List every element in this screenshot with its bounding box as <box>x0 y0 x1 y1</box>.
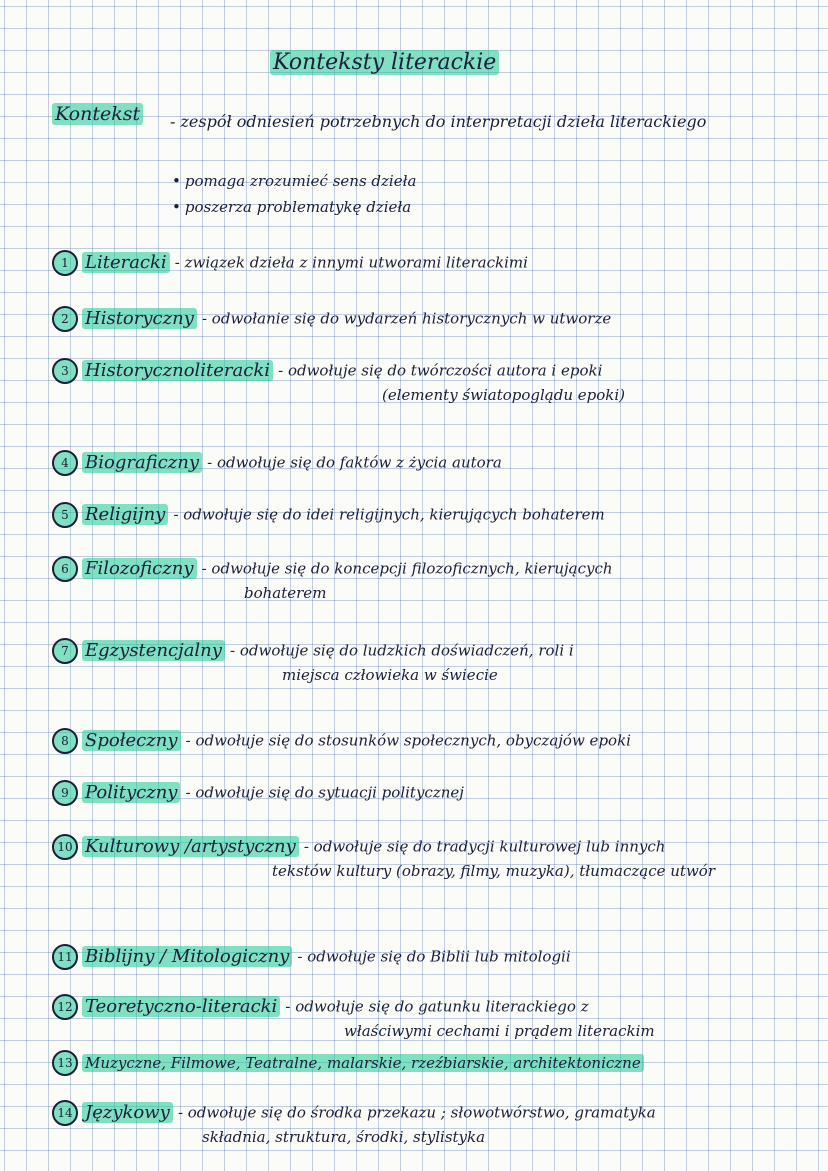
number-badge: 2 <box>52 306 78 332</box>
item-continuation: właściwymi cechami i prądem literackim <box>344 1022 655 1040</box>
page-title: Konteksty literackie <box>270 50 499 75</box>
item-description: - odwołuje się do środka przekazu ; słowotwórstwo, gramatyka <box>177 1103 656 1122</box>
item-description: - odwołuje się do faktów z życia autora <box>207 453 502 472</box>
item-term: Filozoficzny <box>82 558 197 579</box>
bullet-item: • poszerza problematykę dzieła <box>172 194 416 220</box>
context-item-muzyczne <box>52 1050 792 1076</box>
item-description: - odwołuje się do twórczości autora i epoki <box>278 361 603 380</box>
item-continuation: miejsca człowieka w świecie <box>282 666 498 684</box>
number-badge: 1 <box>52 250 78 276</box>
context-item-teoretyczno-literacki <box>52 994 792 1042</box>
number-badge: 6 <box>52 556 78 582</box>
item-term: Muzyczne, Filmowe, Teatralne, malarskie, rzeźbiarskie, architektoniczne <box>82 1054 644 1072</box>
item-description: - odwołuje się do idei religijnych, kierujących bohaterem <box>173 505 605 524</box>
context-item-kulturowy <box>52 834 792 882</box>
item-continuation: (elementy światopoglądu epoki) <box>382 386 626 404</box>
item-term: Teoretyczno-literacki <box>82 996 280 1017</box>
context-item-polityczny <box>52 780 792 806</box>
item-continuation: tekstów kultury (obrazy, filmy, muzyka), tłumaczące utwór <box>272 862 715 880</box>
item-term: Religijny <box>82 504 168 525</box>
context-item-religijny <box>52 502 792 528</box>
context-item-egzystencjalny <box>52 638 792 686</box>
item-term: Egzystencjalny <box>82 640 225 661</box>
definition-text: - zespół odniesień potrzebnych do interpretacji dzieła literackiego <box>170 112 707 131</box>
item-term: Literacki <box>82 252 170 273</box>
item-description: - związek dzieła z innymi utworami literackimi <box>174 253 528 272</box>
item-term: Historycznoliteracki <box>82 360 273 381</box>
context-item-biograficzny <box>52 450 792 476</box>
number-badge: 7 <box>52 638 78 664</box>
item-term: Historyczny <box>82 308 197 329</box>
item-term: Językowy <box>82 1102 173 1123</box>
item-term: Społeczny <box>82 730 181 751</box>
item-description: - odwołuje się do koncepcji filozoficznych, kierujących <box>201 559 613 578</box>
context-item-filozoficzny <box>52 556 792 604</box>
item-term: Kulturowy /artystyczny <box>82 836 299 857</box>
number-badge: 3 <box>52 358 78 384</box>
item-description: - odwołuje się do sytuacji politycznej <box>185 783 464 802</box>
context-item-spoleczny <box>52 728 792 754</box>
number-badge: 14 <box>52 1100 78 1126</box>
item-continuation: bohaterem <box>244 584 327 602</box>
number-badge: 12 <box>52 994 78 1020</box>
item-description: - odwołuje się do ludzkich doświadczeń, roli i <box>230 641 574 660</box>
number-badge: 9 <box>52 780 78 806</box>
number-badge: 13 <box>52 1050 78 1076</box>
item-description: - odwołuje się do Biblii lub mitologii <box>297 947 571 966</box>
definition-bullets <box>172 168 416 220</box>
item-term: Polityczny <box>82 782 180 803</box>
item-description: - odwołuje się do tradycji kulturowej lub innych <box>303 837 666 856</box>
number-badge: 4 <box>52 450 78 476</box>
item-description: - odwołuje się do gatunku literackiego z <box>285 997 589 1016</box>
item-term: Biograficzny <box>82 452 202 473</box>
context-item-historycznoliteracki <box>52 358 792 406</box>
context-item-biblijny <box>52 944 792 970</box>
definition-term: Kontekst <box>52 103 143 125</box>
item-term: Biblijny / Mitologiczny <box>82 946 292 967</box>
number-badge: 5 <box>52 502 78 528</box>
context-item-jezykowy <box>52 1100 792 1148</box>
bullet-item: • pomaga zrozumieć sens dzieła <box>172 168 416 194</box>
context-item-historyczny <box>52 306 792 332</box>
item-description: - odwołanie się do wydarzeń historycznych w utworze <box>201 309 612 328</box>
item-description: - odwołuje się do stosunków społecznych, obyczajów epoki <box>185 731 631 750</box>
number-badge: 11 <box>52 944 78 970</box>
context-item-literacki <box>52 250 792 276</box>
number-badge: 8 <box>52 728 78 754</box>
item-continuation: składnia, struktura, środki, stylistyka <box>202 1128 486 1146</box>
number-badge: 10 <box>52 834 78 860</box>
